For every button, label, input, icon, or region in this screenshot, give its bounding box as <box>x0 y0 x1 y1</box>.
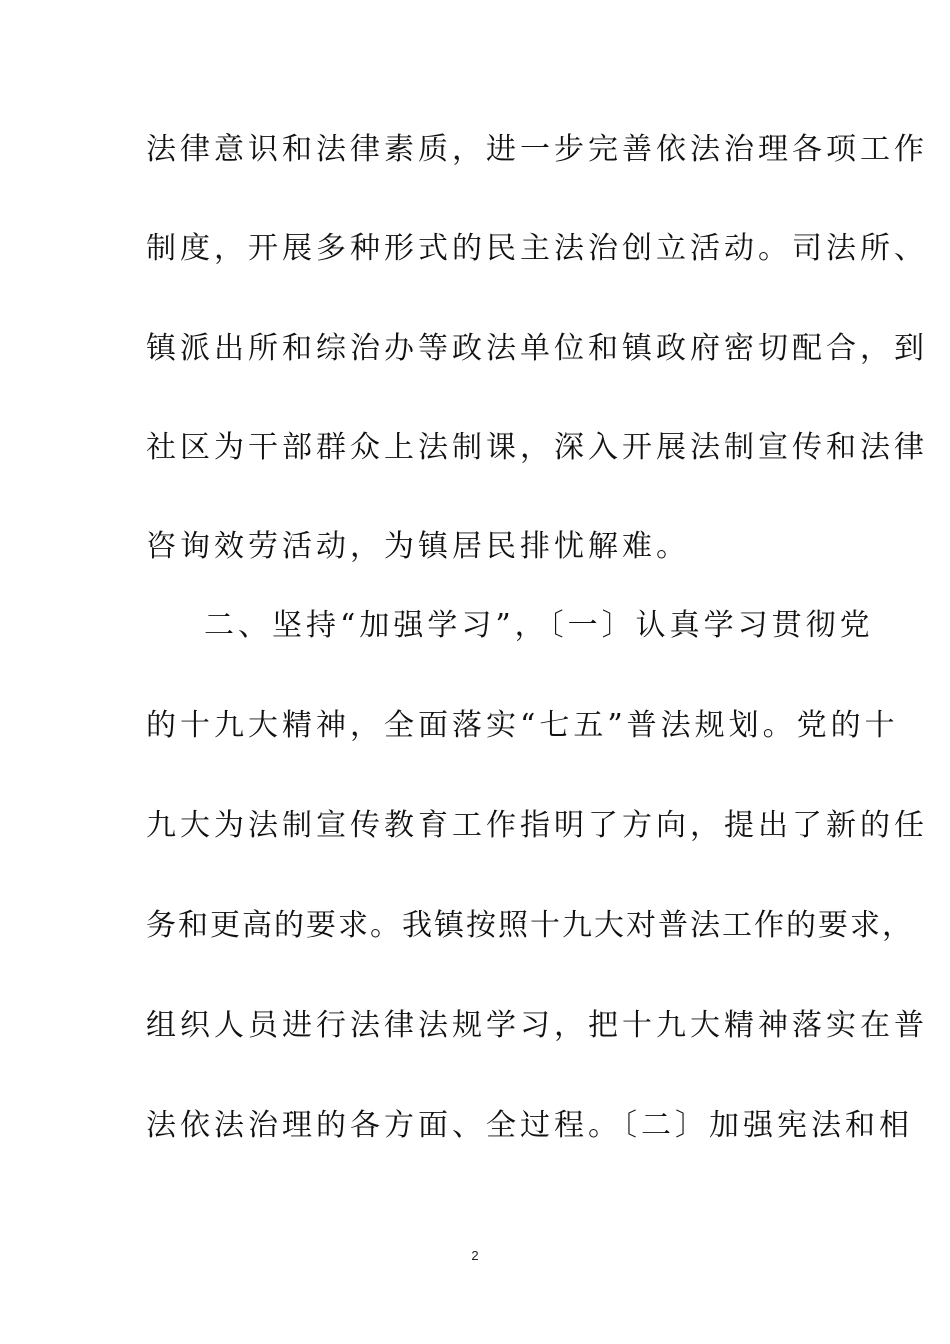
text-line: 法依法治理的各方面、全过程。〔二〕加强宪法和相 <box>146 1108 913 1143</box>
paragraph-first-line: 二、坚持“加强学习”，〔一〕认真学习贯彻党 <box>204 608 874 643</box>
text-line: 镇派出所和综治办等政法单位和镇政府密切配合，到 <box>146 331 928 366</box>
text-line: 九大为法制宣传教育工作指明了方向，提出了新的任 <box>146 808 928 843</box>
text-line: 社区为干部群众上法制课，深入开展法制宣传和法律 <box>146 430 928 465</box>
text-line: 的十九大精神，全面落实“七五”普法规划。党的十 <box>146 708 899 743</box>
text-line: 制度，开展多种形式的民主法治创立活动。司法所、 <box>146 231 928 266</box>
text-line: 务和更高的要求。我镇按照十九大对普法工作的要求， <box>146 908 914 943</box>
text-line: 法律意识和法律素质，进一步完善依法治理各项工作 <box>146 132 928 167</box>
text-line: 咨询效劳活动，为镇居民排忧解难。 <box>146 529 690 564</box>
page-number: 2 <box>471 1248 479 1263</box>
text-line: 组织人员进行法律法规学习，把十九大精神落实在普 <box>146 1008 928 1043</box>
